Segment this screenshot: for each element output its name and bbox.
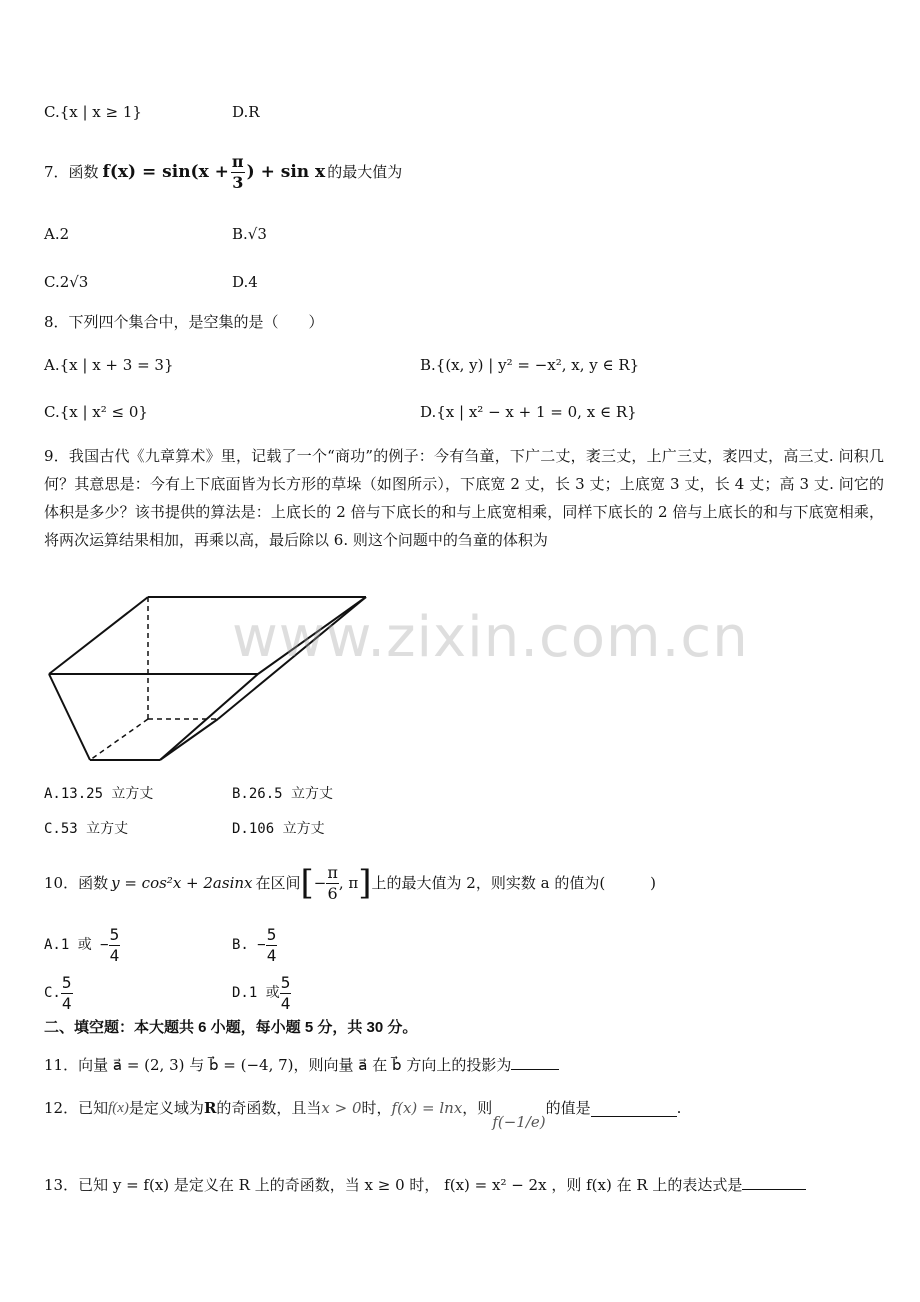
- q10-d-pre: D.1 或: [232, 985, 280, 1001]
- q10-b-frac: [266, 925, 278, 966]
- q12-val: f(−1/e): [492, 1113, 546, 1131]
- q9-stem: 9．我国古代《九章算术》里，记载了一个“商功”的例子：今有刍童，下广二丈，袤三丈，上广三丈，袤四丈，高三丈. 问积几何？其意思是：今有上下底面皆为长方形的草垛（如图所示），下底宽 2 丈，长 3 丈；上底宽 3 丈，长 4 丈；高 3 丈. 问它的体积是多少？该书提供的算法是：上底长的 2 倍与下底长的和与上底宽相乘，同样下底长的 2 倍与上底长的和与下底宽相乘，将两次运算结果相加，再乘以高，最后除以 6. 则这个问题中的刍童的体积为: [44, 447, 884, 549]
- q10-int-tail: , π: [338, 874, 359, 892]
- q12-mid3: 时，: [361, 1099, 392, 1117]
- q7-formula-b: ) + sin x: [246, 162, 326, 182]
- q13-text: 13．已知 y = f(x) 是定义在 R 上的奇函数，当 x ≥ 0 时， f(x) = x² − 2x ，则 f(x) 在 R 上的表达式是: [44, 1176, 743, 1194]
- q7-option-a: A.2: [44, 225, 70, 243]
- q10-c-pre: C.: [44, 985, 61, 1001]
- q10-prefix: 10．函数: [44, 874, 109, 892]
- q10-c-den: 4: [61, 993, 72, 1013]
- q11-answer-blank[interactable]: [511, 1055, 559, 1070]
- q10-int-den: 6: [327, 883, 338, 903]
- fig-edge: [49, 597, 148, 674]
- q7-formula-a: f(x) = sin(x +: [102, 162, 229, 182]
- q6-option-c: C.{x | x ≥ 1}: [44, 103, 142, 121]
- q11-stem: [44, 1055, 559, 1075]
- q10-int-sign: −: [313, 874, 327, 892]
- q10-c-frac: [61, 973, 73, 1014]
- q7-option-c: C.2√3: [44, 273, 89, 291]
- q8-option-b: B.{(x, y) | y² = −x², x, y ∈ R}: [420, 356, 640, 374]
- q8-option-c: C.{x | x² ≤ 0}: [44, 403, 148, 421]
- q8-stem: 8．下列四个集合中，是空集的是（ ）: [44, 313, 324, 331]
- q10-b-pre: B. −: [232, 937, 266, 953]
- q12-stem: [44, 1098, 681, 1138]
- q7-option-d: D.4: [232, 273, 258, 291]
- q12-def: f(x) = lnx: [391, 1099, 463, 1117]
- watermark: www.zixin.com.cn: [232, 605, 749, 670]
- q11-text: 11．向量 a⃗ = (2, 3) 与 b⃗ = (−4, 7)，则向量 a⃗ 在 b⃗ 方向上的投影为: [44, 1056, 512, 1074]
- q10-interval-word: 在区间: [255, 874, 301, 892]
- q12-pre: 12．已知: [44, 1099, 109, 1117]
- q10-d-den: 4: [280, 993, 291, 1013]
- q12-end: .: [676, 1099, 682, 1117]
- q10-a-den: 4: [109, 945, 120, 965]
- q9-option-c: C.53 立方丈: [44, 821, 129, 837]
- q10-int-num: π: [327, 862, 338, 882]
- fig-hidden-edge: [90, 719, 148, 760]
- q12-cond: x > 0: [321, 1099, 362, 1117]
- q6-option-d: D.R: [232, 103, 260, 121]
- q10-a-pre: A.1 或 −: [44, 937, 109, 953]
- q10-option-c: [44, 970, 73, 1016]
- fig-edge: [160, 719, 218, 760]
- q10-option-b: [232, 922, 277, 968]
- q10-interval-fraction: [326, 863, 339, 904]
- q12-answer-blank[interactable]: [591, 1102, 677, 1117]
- q10-suffix: 上的最大值为 2，则实数 a 的值为( ): [371, 874, 657, 892]
- q12-R: R: [203, 1099, 217, 1117]
- fig-edge: [160, 674, 258, 760]
- q10-b-num: 5: [266, 924, 277, 944]
- q7-frac-num: π: [231, 151, 244, 171]
- q10-a-num: 5: [109, 924, 120, 944]
- q8-option-d: D.{x | x² − x + 1 = 0, x ∈ R}: [420, 403, 637, 421]
- q10-option-a: [44, 922, 120, 968]
- q10-formula: y = cos²x + 2asinx: [111, 874, 253, 892]
- q12-fx: f(x): [108, 1100, 129, 1116]
- q12-mid2: 的奇函数，且当: [216, 1099, 322, 1117]
- q12-mid1: 是定义域为: [128, 1099, 204, 1117]
- q9-option-d: D.106 立方丈: [232, 821, 325, 837]
- q7-stem-prefix: 7．函数: [44, 163, 99, 181]
- q10-stem: [44, 860, 656, 906]
- q9-option-a: A.13.25 立方丈: [44, 786, 154, 802]
- q10-a-frac: [109, 925, 121, 966]
- q10-b-den: 4: [266, 945, 277, 965]
- q10-d-frac: [280, 973, 292, 1014]
- q7-stem-suffix: 的最大值为: [327, 163, 403, 181]
- section-heading: 二、填空题：本大题共 6 小题，每小题 5 分，共 30 分。: [44, 1019, 418, 1036]
- left-bracket-icon: [: [300, 863, 314, 903]
- q7-fraction: [231, 152, 245, 193]
- q7-option-b: B.√3: [232, 225, 267, 243]
- q12-tail: 的值是: [545, 1099, 591, 1117]
- q12-mid4: ，则: [462, 1099, 493, 1117]
- right-bracket-icon: ]: [358, 863, 372, 903]
- q8-option-a: A.{x | x + 3 = 3}: [44, 356, 174, 374]
- q7-frac-den: 3: [232, 172, 244, 192]
- q10-option-d: [232, 970, 291, 1016]
- q13-answer-blank[interactable]: [742, 1175, 806, 1190]
- q10-c-num: 5: [61, 972, 72, 992]
- q13-stem: [44, 1175, 806, 1195]
- q10-d-num: 5: [280, 972, 291, 992]
- q7-stem: [44, 150, 402, 194]
- fig-edge: [49, 674, 90, 760]
- q9-option-b: B.26.5 立方丈: [232, 786, 334, 802]
